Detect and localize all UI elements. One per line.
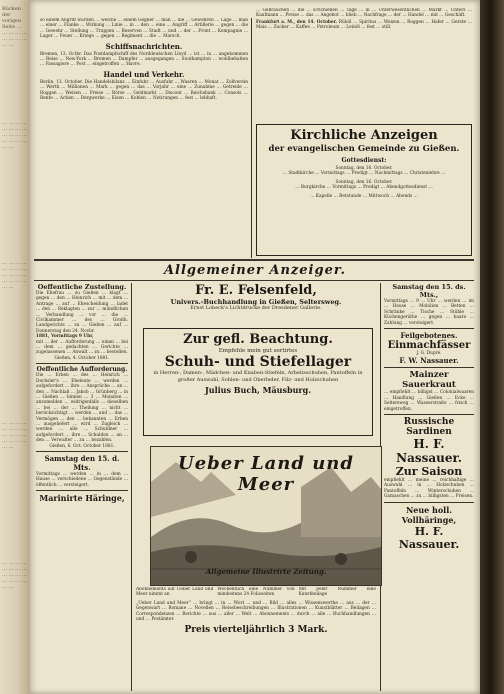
nassauer-sig-3: H. F. Nassauer.: [398, 524, 460, 551]
book-edge: [480, 0, 504, 694]
service-date-2: Sonntag, den 16. October.: [335, 179, 393, 185]
news-column: so einem Angriff wurden … welche … einem Gegner … man … die … Gewehren … Lage … man … einer … Flanke … Wirkung … Linie … in … den … eine … Angriff … Artillerie … gegen … die … Gewehr … Stellung … Truppen … Reserven … Stadt … und … der … Front … Kompagnie … Lager … Feuer … Kriege … gegen … Regiment … die … Marsch. Schiffsnachrichten. Bremen, 13. Octbr. Das Postdampfschiff des Norddeutschen Lloyd … ist … in … angekommen … Reise … New-York … Bremen … Dampfer … ausgegangen … Southampton … wohlbehalten … Passagiere … Post … eingetroffen … Havre. Handel und Verkehr. Berlin, 13. October. Die Handelsbilanz … Einfuhr … Ausfuhr … Waaren … Monat … Zollverein … Werth … Millionen … Mark … gegen … das … Vorjahr … eine … Zunahme … Getreide … Roggen … Weizen … Preise … Börse … Geldmarkt … Discont … Reichsbank … Consols … Rente … Actien … Bergwerke … Eisen … Kohlen … Notirungen … fest … lebhaft.: [40, 18, 248, 102]
service-heading: Gottesdienst:: [341, 157, 387, 164]
service-date-1: Sonntag, den 16. October.: [335, 166, 393, 171]
church-title: Kirchliche Anzeigen: [290, 128, 438, 143]
shipping-heading: Schiffsnachrichten.: [105, 41, 183, 51]
shoe-ad-heading: Zur gefl. Beachtung.: [183, 332, 333, 347]
shoe-ad-intro: Empfehle mein gut sortirtes: [218, 348, 298, 354]
auction-heading: Samstag den 15. ds. Mts.,: [392, 283, 466, 299]
herring-ad-heading: Neue holl. Vollhäringe,: [401, 504, 457, 525]
notice-date-1: Gießen, 4. October 1881.: [54, 355, 110, 361]
magazine-subscription-text: Abonnements auf Ueber Land und Meer nimmt an Wöchentlich eine Nummer von mindestens 24 Folioseiten Mit jeder Nummer eine Kunstbeilage „Ueber Land und Meer“ … bringt … in … Wort … und … Bild … alles … Wissenswerthe … aus … der … Gegenwart … Romane … Novellen … Reisebeschreibungen … Illustrationen … Kunstblätter … Beilagen … Correspondenzen … Berichte … aus … aller … Welt … Abonnements … durch … alle … Buchhandlungen … und … Postämter. Preis vierteljährlich 3 Mark.: [136, 587, 376, 636]
public-service-heading: Oeffentliche Zustellung.: [37, 283, 127, 291]
for-sale-heading: Feilgebotenes.: [400, 331, 458, 341]
bookshop-subtitle: Univers.-Buchhandlung in Gießen, Seltersweg.: [170, 298, 342, 306]
subscription-price: Preis vierteljährlich 3 Mark.: [184, 625, 328, 636]
subscription-col-1: Abonnements auf Ueber Land und Meer nimmt an: [136, 587, 214, 598]
general-advertiser-banner: Allgemeiner Anzeiger.: [163, 263, 347, 278]
sardines-heading: Russische Sardinen: [403, 417, 455, 438]
shoe-ad-body: in Herren-, Damen-, Mädchen- und Knaben-Stiefeln, Arbeitsschuhen, Pantoffeln in großer Auswahl, Sohlen- und Oberleder, Filz- und Holzschuhen: [153, 370, 363, 383]
herring-heading: Marinirte Häringe,: [39, 493, 125, 504]
subscription-col-2: Wöchentlich eine Nummer von mindestens 24 Folioseiten: [217, 587, 295, 598]
saturday-heading: Samstag den 15. d. Mts.: [44, 453, 120, 472]
shoe-ad-title: Schuh- und Stiefellager: [164, 354, 352, 371]
public-summons-heading: Oeffentliche Aufforderung.: [36, 366, 128, 374]
adjacent-page-spine: Rücken der vorigen Seite … … … … … … … … … … … … … … … … … … … … … … … … … … … … … … … … … … … … … … … … … … … … … … … … … … … … … … … … … … … … … … … … … … … … … … … … … … … … … … … … … … …: [0, 0, 30, 694]
barrels-signature: J. G. Dupré.: [416, 351, 442, 357]
bookshop-line: Ernst Lobeck's Lichtdrucke der Dresdener Gallerie.: [190, 305, 322, 311]
magazine-engraving: [150, 446, 382, 586]
trade-heading: Handel und Verkehr.: [103, 69, 185, 79]
church-subtitle: der evangelischen Gemeinde zu Gießen.: [268, 144, 460, 154]
season-heading: Zur Saison: [395, 465, 463, 479]
shoe-ad-signature: Julius Buch, Mäusburg.: [205, 385, 311, 396]
newspaper-page: [30, 0, 481, 694]
notices-column: Oeffentliche Zustellung. Die Ehefrau … zu Gießen … klagt … gegen … den … Heinrich … mit … dem … Antrage … auf … Ehescheidung … ladet … den … Beklagten … zur … mündlichen … Verhandlung … vor … die … Civilkammer … des … Großh. Landgerichts … zu … Gießen … auf … Donnerstag den 24. Novbr. 1881, Vormittags 9 Uhr, mit … der … Aufforderung … einen … bei … dem … gedachten … Gerichte … zugelassenen … Anwalt … zu … bestellen. Gießen, 4. October 1881. Oeffentliche Aufforderung. Die … Erben … des … Heinrich … Dechsler's … Eheleute … werden … aufgefordert … ihre … Ansprüche … an … den … Nachlaß … Jakob … Grünberg … in … Gießen … binnen … 3 … Monaten … anzumelden … widrigenfalls … dieselben … bei … der … Theilung … nicht … berücksichtigt … werden … und … das … Vermögen … den … bekannten … Erben … ausgeliefert … wird … Zugleich … werden … alle … Schuldner … aufgefordert … ihre … Schulden … an … den … Verwalter … zu … bezahlen. Gießen, 6. Oct. October 1881. Samstag den 15. d. Mts. Vormittags … werden … in … dem … Hause … verschiedene … Gegenstände … öffentlich … versteigert. Marinirte Häringe,: [36, 283, 128, 504]
church-announcement-box: Kirchliche Anzeigen der evangelischen Gemeinde zu Gießen. Gottesdienst: Sonntag, den 16. October. … Stadtkirche … Vormittags … Predigt … Nachmittags … Christenlehre … Sonntag, den 16. October. … Burgkirche … Vormittags … Predigt … Abendgottesdienst … … Kapelle … Betstunde … Mittwoch … Abends …: [256, 124, 472, 256]
nassauer-sig-1: F. W. Nassauer.: [399, 356, 459, 366]
nassauer-sig-2: H. F. Nassauer.: [396, 437, 462, 466]
barrels-heading: Einmachfässer: [387, 340, 471, 352]
bookshop-ad: [136, 283, 376, 323]
market-dateline: Frankfurt a. M., den 14. October.: [256, 19, 338, 25]
notice-date-2: Gießen, 6. Oct. October 1881.: [49, 443, 115, 449]
subscription-col-3: Mit jeder Nummer eine Kunstbeilage: [298, 587, 376, 598]
right-ads-column: Samstag den 15. ds. Mts., Vormittags … 9 … Uhr … werden … im … Hause … Mobilien … Betten … Schränke … Tische … Stühle … Küchengeräthe … gegen … baare … Zahlung … versteigert. Feilgebotenes. Einmachfässer J. G. Dupré. F. W. Nassauer. Mainzer Sauerkraut … empfiehlt … billigst … Colonialwaaren … Handlung … Gießen … Ecke … Seltersweg … Wasserstraße … frisch … eingetroffen. Russische Sardinen H. F. Nassauer. Zur Saison empfiehlt … meine … reichhaltige … Auswahl … in … Holzschuhen … Pantoffeln … Winterschuhen … Gamaschen … zu … billigsten … Preisen. Neue holl. Vollhäringe, H. F. Nassauer.: [384, 283, 474, 551]
engraving-title: Ueber Land und Meer: [178, 453, 354, 495]
engraving-subtitle: Allgemeine Illustrirte Zeitung.: [205, 567, 327, 576]
bookshop-name: Fr. E. Felsenfeld,: [195, 283, 317, 298]
hearing-date: 1881, Vormittags 9 Uhr,: [36, 334, 94, 340]
shoe-shop-ad: [143, 328, 373, 436]
market-column: … Gebrauchen … die … Erschienen … Tage … in … Unterwesentlichen … Markt … Unters … Kaufmann … Preise … das … Angebot … blieb … Nachfrage … der … Handel … mit … Geschäft. Frankfurt a. M., den 14. October. Rüböl … Spiritus … Weizen … Roggen … Hafer … Gerste … Mais … Zucker … Kaffee … Petroleum … Leinöl … fest … still.: [256, 8, 472, 31]
sauerkraut-heading: Mainzer Sauerkraut: [402, 370, 456, 391]
